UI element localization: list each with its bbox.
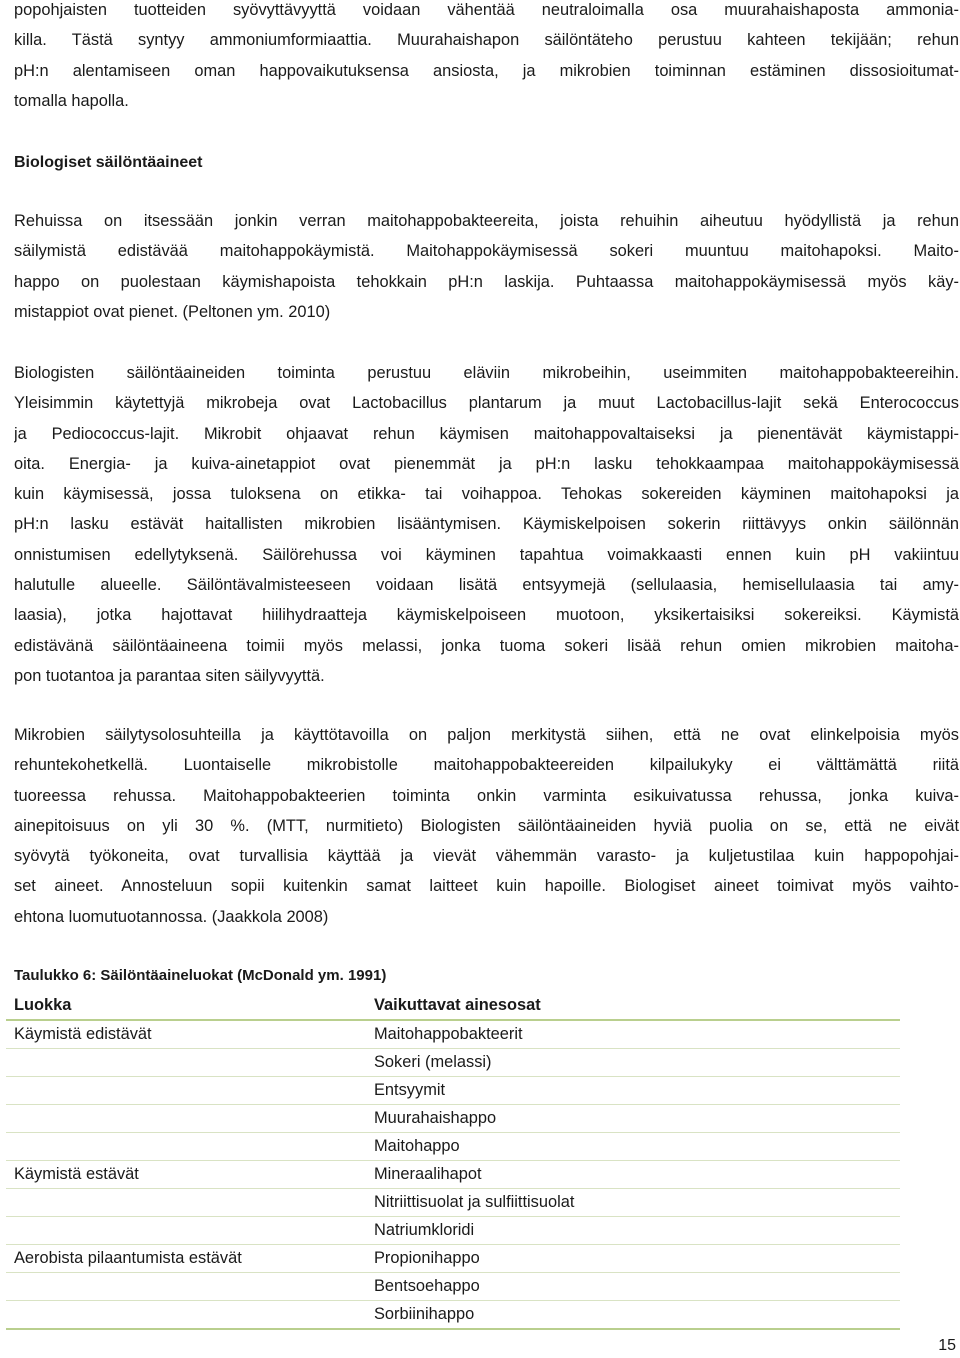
table-cell-ingredient: Sokeri (melassi): [374, 1049, 900, 1077]
text-line: laasia), jotka hajottavat hiilihydraatteja käymiskelpoiseen muotoon, yksikertaisiksi sokereiksi. Käymistä: [14, 606, 959, 625]
table-cell-class: [6, 1049, 374, 1077]
text-line: tuoreessa rehussa. Maitohappobakteerien toiminta onkin varminta esikuivatussa rehussa, jonka kuiva-: [14, 786, 959, 805]
table-cell-class: [6, 1189, 374, 1217]
table-row: [6, 1133, 900, 1161]
preservative-classes-table: [6, 992, 900, 1330]
table-cell-class: [6, 1133, 374, 1161]
text-line: pH:n lasku estävät haitallisten mikrobien lisääntymisen. Käymiskelpoisen sokerin riittävyys onkin säilönnän: [14, 515, 959, 534]
table-cell-ingredient: Propionihappo: [374, 1245, 900, 1273]
table-row: [6, 1020, 900, 1049]
text-line: ehtona luomutuotannossa. (Jaakkola 2008): [14, 907, 329, 926]
paragraph-1: [14, 206, 959, 327]
text-line: oita. Energia- ja kuiva-ainetappiot ovat pienemmät ja pH:n lasku tehokkaampaa maitohappokäymisessä: [14, 454, 959, 473]
paragraph-3: [14, 720, 959, 932]
text-line: säilymistä edistävää maitohappokäymistä. Maitohappokäymisessä sokeri muuntuu maitohapoksi. Maito-: [14, 242, 959, 261]
paragraph-2: [14, 358, 959, 691]
table-row: [6, 1301, 900, 1330]
text-line: Biologisten säilöntäaineiden toiminta perustuu eläviin mikrobeihin, useimmiten maitohappobakteereihin.: [14, 364, 959, 382]
table-cell-class: Käymistä edistävät: [6, 1020, 374, 1049]
text-line: Yleisimmin käytettyjä mikrobeja ovat Lactobacillus plantarum ja muut Lactobacillus-lajit sekä Enterococcus: [14, 394, 959, 413]
table-row: [6, 1105, 900, 1133]
text-line: Rehuissa on itsessään jonkin verran maitohappobakteereita, joista rehuihin aiheutuu hyödyllistä ja rehun: [14, 212, 959, 230]
text-line: halutulle alueelle. Säilöntävalmisteeseen voidaan lisätä entsyymejä (sellulaasia, hemisellulaasia tai amy-: [14, 576, 959, 595]
table-cell-ingredient: Maitohappo: [374, 1133, 900, 1161]
text-line: set aineet. Annosteluun sopii kuitenkin samat laitteet kuin hapoille. Biologiset aineet toimivat myös vaihto-: [14, 877, 959, 896]
text-line: pH:n alentamiseen oman happovaikutuksensa ansiosta, ja mikrobien toiminnan estäminen dissosioitumat-: [14, 61, 959, 80]
table-header-row: [6, 992, 900, 1020]
table-cell-class: [6, 1301, 374, 1330]
table-cell-ingredient: Mineraalihapot: [374, 1161, 900, 1189]
table-cell-class: [6, 1273, 374, 1301]
text-line: Mikrobien säilytysolosuhteilla ja käyttötavoilla on paljon merkitystä siihen, että ne ovat elinkelpoisia myös: [14, 726, 959, 744]
page-number: 15: [938, 1337, 956, 1354]
table-cell-ingredient: Maitohappobakteerit: [374, 1020, 900, 1049]
table-cell-ingredient: Natriumkloridi: [374, 1217, 900, 1245]
text-line: ja Pediococcus-lajit. Mikrobit ohjaavat rehun käymisen maitohappovaltaiseksi ja pienentävät käymistappi-: [14, 424, 959, 443]
text-line: kuin käymisessä, jossa tuloksena on etikka- tai voihappoa. Tehokas sokereiden käyminen maitohapoksi ja: [14, 485, 959, 504]
intro-paragraph: [14, 0, 959, 116]
table-cell-ingredient: Muurahaishappo: [374, 1105, 900, 1133]
table-cell-class: [6, 1217, 374, 1245]
table-cell-class: [6, 1105, 374, 1133]
text-line: happo on puolestaan käymishapoista tehokkain pH:n laskija. Puhtaassa maitohappokäymisessä myös käy-: [14, 272, 959, 291]
table-cell-ingredient: Nitriittisuolat ja sulfiittisuolat: [374, 1189, 900, 1217]
text-line: mistappiot ovat pienet. (Peltonen ym. 2010): [14, 302, 331, 321]
text-line: edistävänä säilöntäaineena toimii myös melassi, jonka tuoma sokeri lisää rehun omien mikrobien maitoha-: [14, 636, 959, 655]
column-header-ingredients: Vaikuttavat ainesosat: [374, 992, 900, 1020]
table-row: [6, 1161, 900, 1189]
text-line: ainepitoisuus on yli 30 %. (MTT, nurmitieto) Biologisten säilöntäaineiden hyviä puolia on se, että ne eivät: [14, 816, 959, 835]
column-header-class: Luokka: [6, 992, 374, 1020]
text-line: tomalla hapolla.: [14, 91, 129, 110]
text-line: onnistumisen edellytyksenä. Säilörehussa voi käyminen tapahtua voimakkaasti ennen kuin pH vakiintuu: [14, 545, 959, 564]
text-line: pon tuotantoa ja parantaa siten säilyvyyttä.: [14, 666, 325, 685]
table-row: [6, 1217, 900, 1245]
table-cell-class: [6, 1077, 374, 1105]
text-line: killa. Tästä syntyy ammoniumformiaattia. Muurahaishapon säilöntäteho perustuu kahteen tekijään; rehun: [14, 31, 959, 50]
table-cell-class: Käymistä estävät: [6, 1161, 374, 1189]
table-caption: Taulukko 6: Säilöntäaineluokat (McDonald ym. 1991): [14, 967, 387, 984]
table-cell-ingredient: Sorbiinihappo: [374, 1301, 900, 1330]
text-line: popohjaisten tuotteiden syövyttävyyttä voidaan vähentää neutraloimalla osa muurahaishaposta ammonia-: [14, 1, 959, 19]
table-row: [6, 1245, 900, 1273]
table-row: [6, 1049, 900, 1077]
text-line: syövytä työkoneita, ovat turvallisia käyttää ja vievät vähemmän varasto- ja kuljetustilaa kuin happopohjai-: [14, 847, 959, 866]
table-cell-ingredient: Bentsoehappo: [374, 1273, 900, 1301]
table-row: [6, 1189, 900, 1217]
table-row: [6, 1273, 900, 1301]
table-row: [6, 1077, 900, 1105]
table-cell-class: Aerobista pilaantumista estävät: [6, 1245, 374, 1273]
section-heading: Biologiset säilöntäaineet: [14, 154, 203, 171]
table-cell-ingredient: Entsyymit: [374, 1077, 900, 1105]
text-line: rehuntekohetkellä. Luontaiselle mikrobistolle maitohappobakteereiden kilpailukyky ei välttämättä riitä: [14, 756, 959, 775]
